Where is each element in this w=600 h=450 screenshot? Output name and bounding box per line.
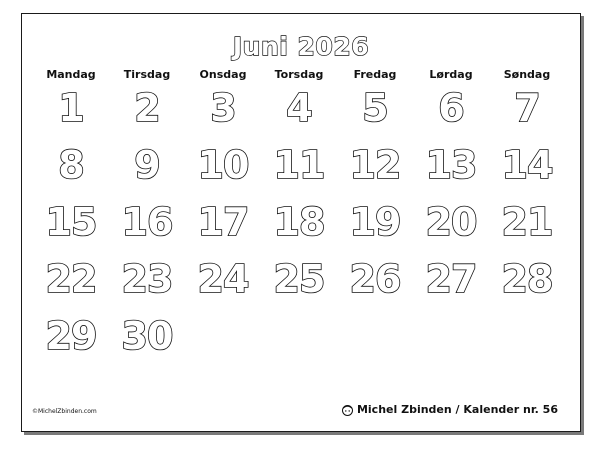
day-number: 17 xyxy=(197,200,249,244)
day-number: 10 xyxy=(197,143,249,187)
day-number: 6 xyxy=(438,86,464,130)
day-number: 8 xyxy=(58,143,84,187)
day-number: 2 xyxy=(134,86,160,130)
day-number: 27 xyxy=(425,257,477,301)
weekday-label: Mandag xyxy=(46,68,96,81)
day-number: 18 xyxy=(273,200,325,244)
calendar-title: Juni 2026 xyxy=(232,32,370,61)
day-number: 25 xyxy=(273,257,325,301)
day-number: 11 xyxy=(273,143,325,187)
day-grid xyxy=(33,80,565,365)
weekday-label: Torsdag xyxy=(274,68,324,81)
calendar-page xyxy=(21,13,581,432)
day-number: 30 xyxy=(121,314,173,358)
day-number: 16 xyxy=(121,200,173,244)
weekday-label: Søndag xyxy=(503,68,551,81)
day-number: 24 xyxy=(197,257,249,301)
weekday-label: Lørdag xyxy=(429,68,473,81)
day-number: 3 xyxy=(210,86,236,130)
day-number: 20 xyxy=(425,200,477,244)
day-number: 13 xyxy=(425,143,477,187)
day-number: 29 xyxy=(45,314,97,358)
day-number: 4 xyxy=(286,86,312,130)
weekday-label: Tirsdag xyxy=(123,68,171,81)
weekday-label: Fredag xyxy=(353,68,397,81)
day-number: 19 xyxy=(349,200,401,244)
day-number: 12 xyxy=(349,143,401,187)
day-number: 21 xyxy=(501,200,553,244)
website-credit: ©MichelZbinden.com xyxy=(32,408,97,415)
day-number: 23 xyxy=(121,257,173,301)
author-credit-text: Michel Zbinden / Kalender nr. 56 xyxy=(356,403,558,416)
weekday-label: Onsdag xyxy=(199,68,247,81)
day-number: 5 xyxy=(362,86,388,130)
day-number: 22 xyxy=(45,257,97,301)
day-number: 9 xyxy=(134,143,160,187)
day-number: 14 xyxy=(501,143,553,187)
day-number: 7 xyxy=(514,86,540,130)
author-credit xyxy=(341,403,558,416)
day-number: 15 xyxy=(45,200,97,244)
day-number: 1 xyxy=(58,86,84,130)
day-number: 28 xyxy=(501,257,553,301)
day-number: 26 xyxy=(349,257,401,301)
face-icon xyxy=(341,404,354,416)
